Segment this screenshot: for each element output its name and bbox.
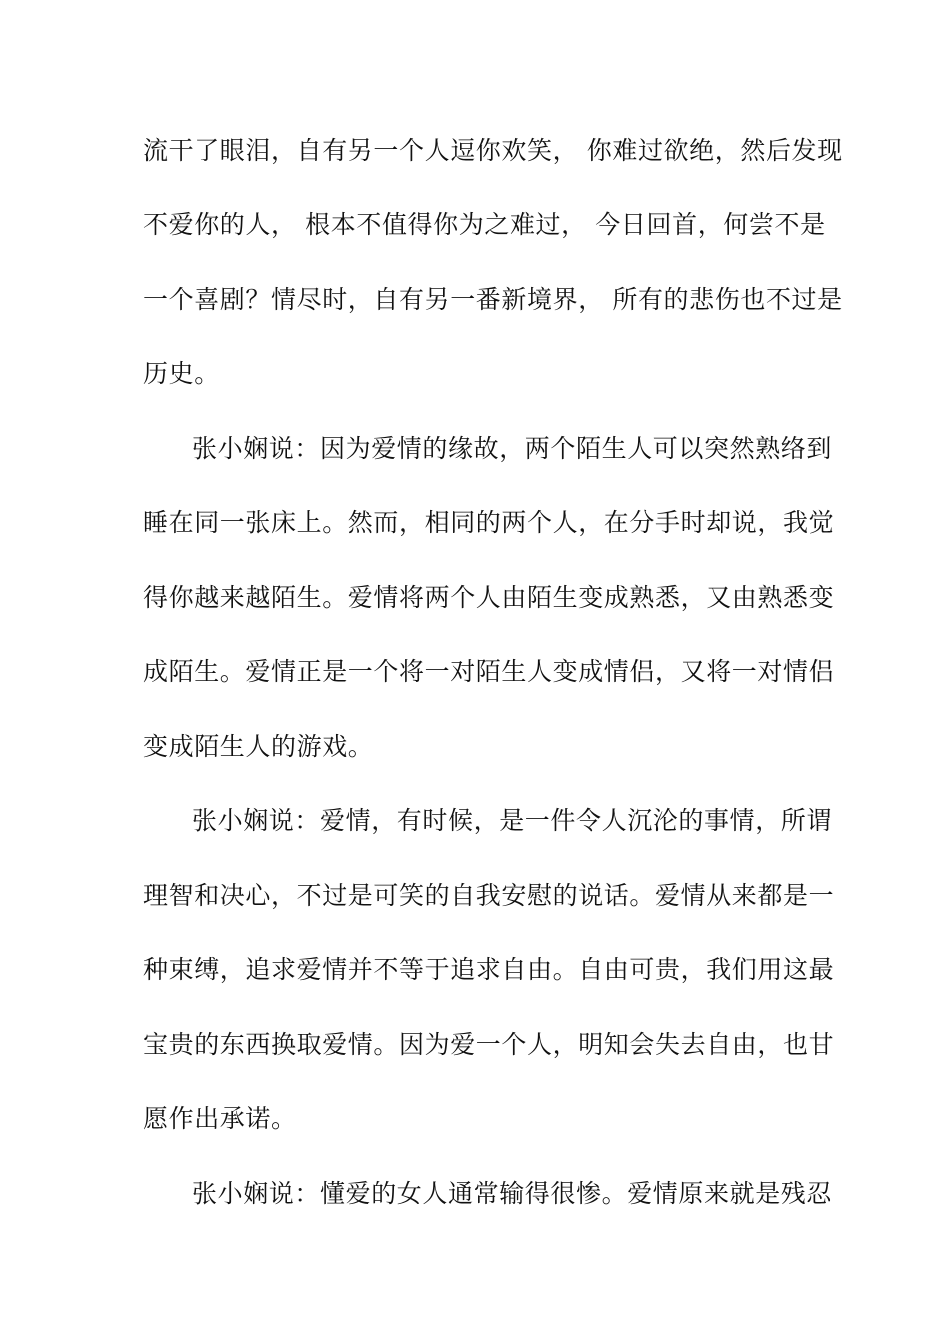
text-line: 宝贵的东西换取爱情。因为爱一个人，明知会失去自由，也甘 [143, 1030, 835, 1059]
text-line: 睡在同一张床上。然而，相同的两个人，在分手时却说，我觉 [143, 508, 835, 537]
text-line: 理智和决心，不过是可笑的自我安慰的说话。爱情从来都是一 [143, 881, 835, 910]
text-line: 一个喜剧？情尽时，自有另一番新境界， 所有的悲伤也不过是 [143, 285, 843, 314]
text-line: 历史。 [143, 359, 220, 388]
text-line: 不爱你的人， 根本不值得你为之难过， 今日回首，何尝不是 [143, 210, 826, 239]
paragraph-first-line: 张小娴说：懂爱的女人通常输得很惨。爱情原来就是残忍 [192, 1179, 833, 1208]
text-line: 流干了眼泪，自有另一个人逗你欢笑， 你难过欲绝，然后发现 [143, 136, 843, 165]
text-line: 成陌生。爱情正是一个将一对陌生人变成情侣，又将一对情侣 [143, 657, 835, 686]
paragraph-first-line: 张小娴说：爱情，有时候，是一件令人沉沦的事情，所谓 [192, 806, 833, 835]
paragraph-first-line: 张小娴说：因为爱情的缘故，两个陌生人可以突然熟络到 [192, 434, 833, 463]
text-line: 愿作出承诺。 [143, 1104, 297, 1133]
text-line: 变成陌生人的游戏。 [143, 732, 374, 761]
text-line: 得你越来越陌生。爱情将两个人由陌生变成熟悉，又由熟悉变 [143, 583, 835, 612]
text-line: 种束缚，追求爱情并不等于追求自由。自由可贵，我们用这最 [143, 955, 835, 984]
